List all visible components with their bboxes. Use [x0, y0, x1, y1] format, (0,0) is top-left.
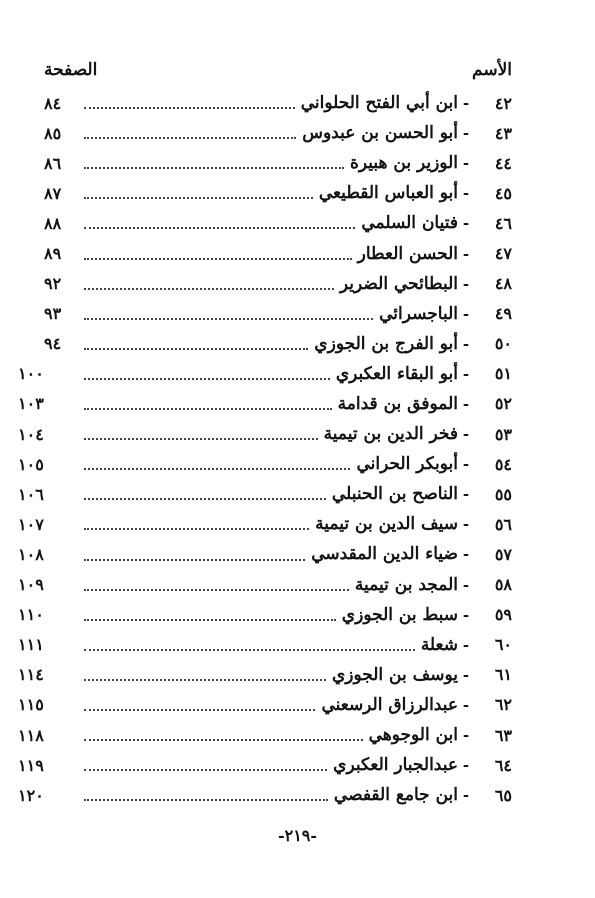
dot-leader	[84, 618, 336, 621]
list-item	[18, 299, 512, 329]
entry-number: ٤٨	[494, 274, 512, 294]
entry-dash: -	[462, 214, 470, 233]
entry-number: ٤٧	[494, 244, 512, 264]
entry-dash: -	[462, 304, 470, 323]
dot-leader	[84, 257, 352, 260]
entry-page-number: ٨٨	[44, 213, 62, 233]
entry-name: أبو البقاء العكبري	[335, 363, 458, 384]
entry-dash: -	[462, 394, 470, 413]
entry-number: ٤٩	[494, 304, 512, 324]
entry-number: ٥٨	[494, 575, 512, 595]
entry-page-number: ٨٧	[44, 183, 62, 203]
entry-name: ابن جامع القفصي	[333, 785, 458, 806]
entry-page-number: ١٠٩	[18, 575, 44, 595]
entry-name: المجد بن تيمية	[354, 574, 458, 595]
entry-page-number: ١٠٤	[18, 424, 44, 444]
list-item	[18, 479, 512, 509]
list-item	[18, 690, 512, 720]
entry-number: ٦٣	[494, 725, 512, 745]
dot-leader	[84, 497, 326, 500]
entry-dash: -	[462, 425, 470, 444]
entry-page-number: ١١٨	[18, 725, 44, 745]
entry-page-number: ١٠٧	[18, 514, 44, 534]
entry-name: ابن أبي الفتح الحلواني	[300, 93, 458, 114]
list-item	[18, 449, 512, 479]
list-item	[18, 600, 512, 630]
dot-leader	[84, 558, 305, 561]
entry-number: ٦٤	[494, 755, 512, 775]
dot-leader	[84, 437, 318, 440]
dot-leader	[84, 708, 315, 711]
dot-leader	[84, 226, 355, 229]
dot-leader	[84, 678, 326, 681]
dot-leader	[84, 377, 330, 380]
dot-leader	[84, 768, 327, 771]
entry-page-number: ١٠٥	[18, 454, 44, 474]
entry-dash: -	[462, 184, 470, 203]
entry-dash: -	[462, 695, 470, 714]
list-item	[18, 88, 512, 118]
entry-name: ابن الوجوهي	[368, 725, 458, 746]
list-item	[18, 208, 512, 238]
entry-dash: -	[462, 244, 470, 263]
entry-name: الباجسرائي	[379, 303, 458, 324]
dot-leader	[84, 166, 344, 169]
list-item	[18, 509, 512, 539]
dot-leader	[84, 467, 350, 470]
list-item	[18, 780, 512, 810]
list-item	[18, 269, 512, 299]
dot-leader	[84, 738, 363, 741]
entry-dash: -	[462, 605, 470, 624]
entry-number: ٤٣	[494, 123, 512, 143]
entry-dash: -	[462, 726, 470, 745]
dot-leader	[84, 287, 334, 290]
entry-name: ضياء الدين المقدسي	[311, 544, 458, 565]
entry-number: ٦٠	[494, 635, 512, 655]
list-item	[18, 148, 512, 178]
entry-dash: -	[462, 665, 470, 684]
entry-number: ٥٢	[494, 394, 512, 414]
dot-leader	[84, 648, 415, 651]
dot-leader	[84, 136, 296, 139]
entry-page-number: ١١٩	[18, 755, 44, 775]
entry-dash: -	[462, 455, 470, 474]
entry-number: ٤٥	[494, 183, 512, 203]
entry-dash: -	[462, 334, 470, 353]
entry-name: شعلة	[420, 634, 458, 655]
entry-number: ٦٥	[494, 785, 512, 805]
entry-dash: -	[462, 786, 470, 805]
page-number: -٢١٩-	[277, 826, 318, 845]
entry-number: ٤٢	[494, 93, 512, 113]
list-item	[18, 329, 512, 359]
dot-leader	[84, 196, 313, 199]
entry-name: يوسف بن الجوزي	[331, 664, 458, 685]
entry-name: البطائحي الضرير	[339, 273, 458, 294]
entry-name: أبوبكر الحراني	[356, 454, 458, 475]
entry-dash: -	[462, 364, 470, 383]
entry-name: سبط بن الجوزي	[341, 604, 458, 625]
entry-page-number: ٩٢	[44, 274, 62, 294]
entry-page-number: ٩٣	[44, 304, 62, 324]
entry-number: ٤٤	[494, 153, 512, 173]
list-item	[18, 539, 512, 569]
entry-page-number: ٨٤	[44, 93, 62, 113]
entry-page-number: ١١٥	[18, 695, 44, 715]
list-item	[18, 750, 512, 780]
entry-number: ٦١	[494, 665, 512, 685]
page-column-header: الصفحة	[44, 60, 98, 80]
entry-page-number: ١١٤	[18, 665, 44, 685]
entry-dash: -	[462, 485, 470, 504]
names-column-header: الأسم	[472, 60, 512, 80]
list-item	[18, 630, 512, 660]
entry-page-number: ٨٩	[44, 244, 62, 264]
entry-dash: -	[462, 124, 470, 143]
entry-number: ٥٤	[494, 454, 512, 474]
list-item	[18, 238, 512, 268]
entry-name: فتيان السلمي	[361, 213, 458, 234]
entry-name: أبو العباس القطيعي	[318, 183, 458, 204]
entry-number: ٦٢	[494, 695, 512, 715]
entry-number: ٥٣	[494, 424, 512, 444]
dot-leader	[84, 588, 349, 591]
entry-number: ٥١	[494, 364, 512, 384]
entry-name: الحسن العطار	[357, 243, 458, 264]
entry-number: ٥٥	[494, 484, 512, 504]
list-item	[18, 389, 512, 419]
dot-leader	[84, 798, 328, 801]
dot-leader	[84, 317, 373, 320]
list-item	[18, 178, 512, 208]
entry-dash: -	[462, 635, 470, 654]
entry-name: سيف الدين بن تيمية	[315, 514, 458, 535]
entry-page-number: ٨٦	[44, 153, 62, 173]
list-item	[18, 720, 512, 750]
entry-dash: -	[462, 154, 470, 173]
entry-page-number: ١١٠	[18, 605, 44, 625]
entry-page-number: ٨٥	[44, 123, 62, 143]
entry-name: عبدالجبار العكبري	[333, 755, 458, 776]
entry-dash: -	[462, 756, 470, 775]
entry-dash: -	[462, 575, 470, 594]
entry-name: فخر الدين بن تيمية	[323, 424, 458, 445]
entry-name: عبدالرزاق الرسعني	[321, 694, 458, 715]
entry-dash: -	[462, 515, 470, 534]
entry-number: ٥٩	[494, 605, 512, 625]
entry-page-number: ١٠٣	[18, 394, 44, 414]
entry-number: ٤٦	[494, 213, 512, 233]
entry-page-number: ١٠٨	[18, 544, 44, 564]
entry-number: ٥٧	[494, 544, 512, 564]
entry-dash: -	[462, 94, 470, 113]
entry-page-number: ١٠٠	[18, 364, 44, 384]
dot-leader	[84, 347, 308, 350]
dot-leader	[84, 527, 309, 530]
entry-page-number: ١١١	[18, 635, 44, 655]
entry-number: ٥٦	[494, 514, 512, 534]
contents-list	[18, 88, 512, 810]
list-item	[18, 118, 512, 148]
entry-dash: -	[462, 545, 470, 564]
dot-leader	[84, 407, 332, 410]
entry-name: أبو الحسن بن عبدوس	[302, 123, 458, 144]
list-item	[18, 419, 512, 449]
entry-page-number: ١٠٦	[18, 484, 44, 504]
entry-page-number: ٩٤	[44, 334, 62, 354]
entry-name: أبو الفرج بن الجوزي	[314, 333, 458, 354]
entry-dash: -	[462, 274, 470, 293]
list-item	[18, 660, 512, 690]
dot-leader	[84, 106, 295, 109]
entry-name: الوزير بن هبيرة	[349, 153, 458, 174]
entry-page-number: ١٢٠	[18, 785, 44, 805]
list-item	[18, 359, 512, 389]
entry-number: ٥٠	[494, 334, 512, 354]
entry-name: الناصح بن الحنبلي	[331, 484, 458, 505]
entry-name: الموفق بن قدامة	[337, 393, 458, 414]
column-headers	[44, 56, 512, 84]
list-item	[18, 570, 512, 600]
